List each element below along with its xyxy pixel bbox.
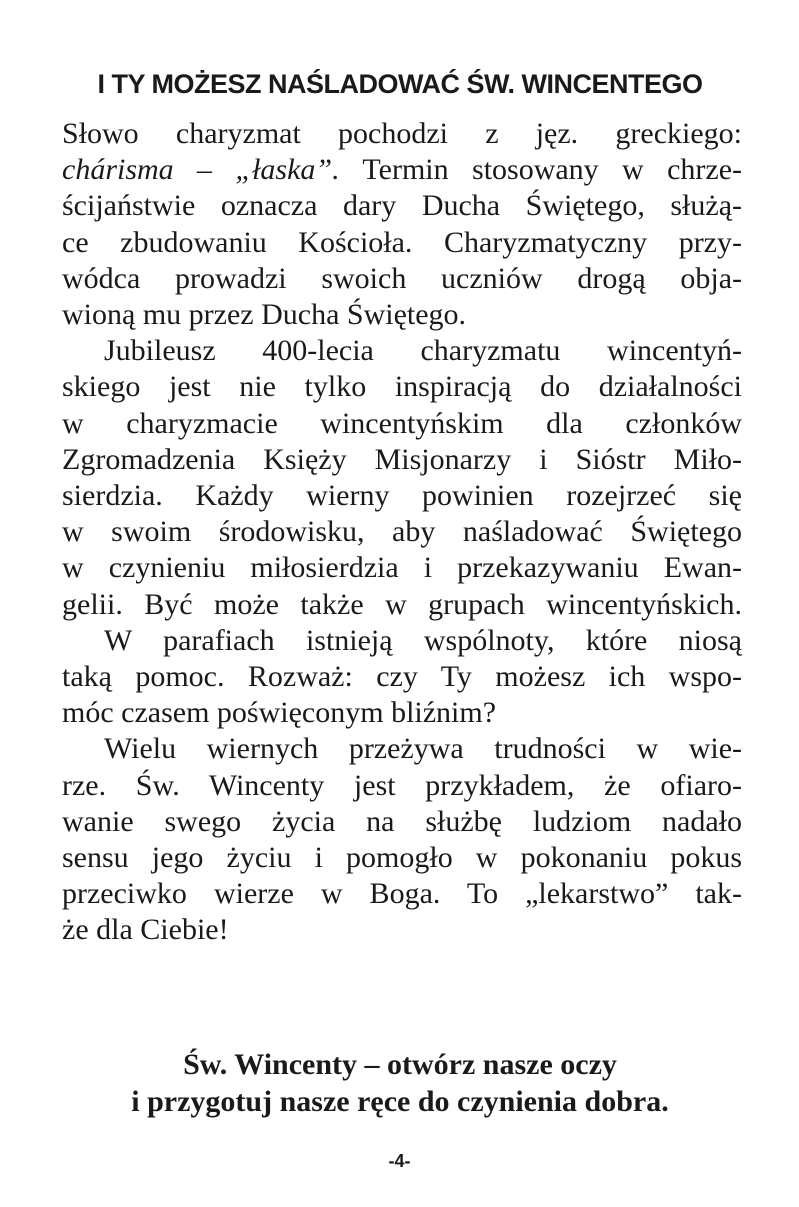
text-line: W parafiach istnieją wspólnoty, które niosą [104, 623, 742, 657]
prayer-text [60, 1046, 740, 1120]
text-line: w swoim środowisku, aby naśladować Świętego [62, 515, 742, 549]
text-line: ścijaństwie oznacza dary Ducha Świętego, służą- [62, 189, 742, 223]
prayer-line-1: Św. Wincenty – otwórz nasze oczy [183, 1048, 617, 1081]
text-line: wódca prowadzi swoich uczniów drogą obja- [62, 261, 742, 295]
paragraph-1 [62, 116, 742, 333]
text-line: Jubileusz 400-lecia charyzmatu wincentyń- [104, 334, 742, 368]
text-line: w czynieniu miłosierdzia i przekazywaniu Ewan- [62, 551, 742, 585]
text-line: wioną mu przez Ducha Świętego. [62, 298, 467, 332]
text-line: ce zbudowaniu Kościoła. Charyzmatyczny przy- [62, 225, 742, 259]
prayer-line-2: i przygotuj nasze ręce do czynienia dobra. [131, 1085, 669, 1118]
text-line: gelii. Być może także w grupach wincentyńskich. [62, 587, 742, 621]
text-line: skiego jest nie tylko inspiracją do działalności [62, 370, 742, 404]
text-line: sierdzia. Każdy wierny powinien rozejrzeć się [62, 479, 742, 513]
text-line: Słowo charyzmat pochodzi z jęz. greckiego: [62, 117, 742, 150]
page-number: -4- [388, 1151, 411, 1171]
text-line: w charyzmacie wincentyńskim dla członków [62, 406, 742, 440]
page-heading: I TY MOŻESZ NAŚLADOWAĆ ŚW. WINCENTEGO [97, 69, 703, 99]
text-line [62, 152, 742, 188]
text-line: Zgromadzenia Księży Misjonarzy i Sióstr Miło- [62, 442, 742, 476]
paragraph-4 [62, 731, 742, 948]
italic-term: chárisma – „łaska”. [62, 153, 340, 187]
text-line: móc czasem poświęconym bliźnim? [62, 696, 497, 730]
text-line: wanie swego życia na służbę ludziom nadało [62, 804, 742, 838]
text-line: przeciwko wierze w Boga. To „lekarstwo” tak- [62, 877, 742, 911]
paragraph-3 [62, 623, 742, 732]
body-text [62, 116, 742, 949]
text-line: że dla Ciebie! [62, 913, 229, 947]
text-line: rze. Św. Wincenty jest przykładem, że ofiaro- [62, 768, 742, 802]
text-line: Wielu wiernych przeżywa trudności w wie- [104, 732, 742, 766]
text-line-rest: Termin stosowany w chrze- [339, 153, 743, 187]
text-line: taką pomoc. Rozważ: czy Ty możesz ich wspo- [62, 660, 742, 694]
text-line: sensu jego życiu i pomogło w pokonaniu pokus [62, 841, 742, 875]
paragraph-2 [62, 333, 742, 623]
